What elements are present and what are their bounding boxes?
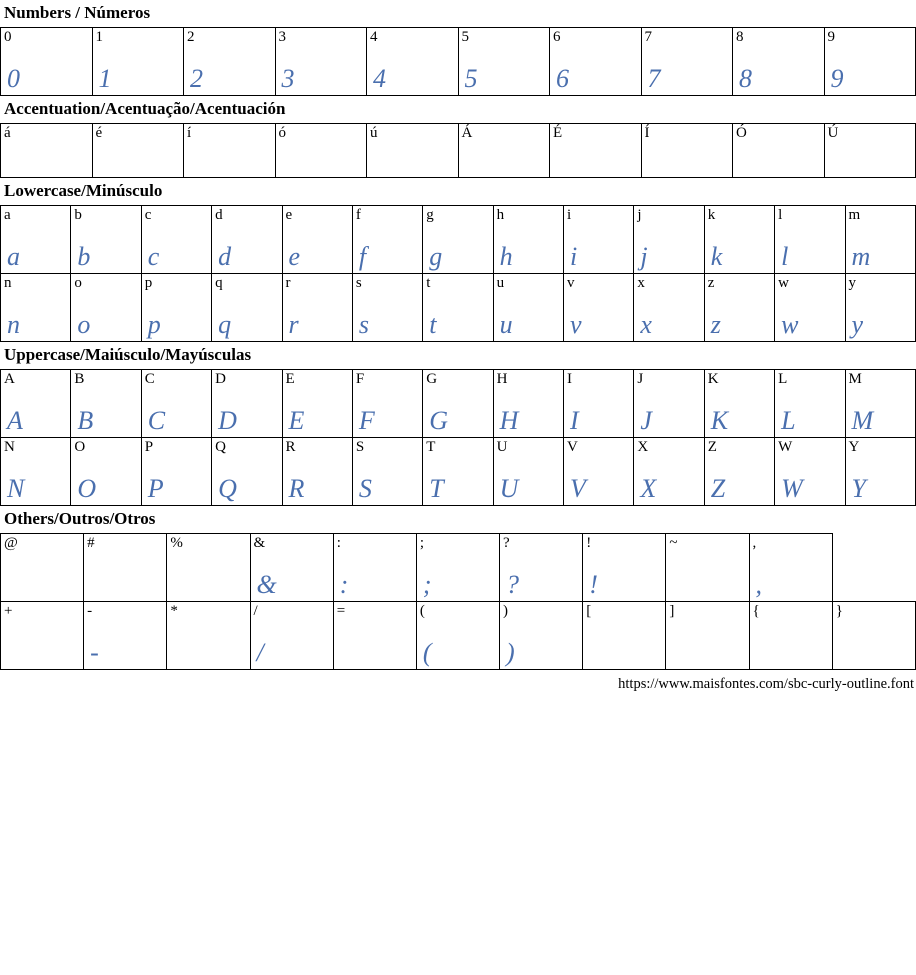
glyph-label: v [567, 275, 575, 291]
glyph-cell[interactable] [583, 602, 666, 670]
glyph-cell[interactable] [423, 206, 493, 274]
glyph-sample: o [77, 310, 91, 339]
glyph-label: V [567, 439, 578, 455]
glyph-cell[interactable] [71, 438, 141, 506]
glyph-label: , [752, 535, 757, 551]
glyph-label: f [355, 207, 361, 223]
glyph-sample: 4 [373, 64, 387, 93]
glyph-cell[interactable] [282, 438, 352, 506]
section-title-uppercase: Uppercase/Maiúsculo/Mayúsculas [4, 345, 252, 364]
glyph-sample: v [570, 310, 583, 339]
glyph-label: r [285, 275, 291, 291]
glyph-cell[interactable] [416, 534, 499, 602]
glyph-sample: b [77, 242, 91, 271]
glyph-sample: 2 [190, 64, 204, 93]
glyph-sample: e [288, 242, 301, 271]
glyph-cell[interactable] [775, 370, 845, 438]
glyph-label: H [496, 371, 508, 387]
glyph-sample: j [640, 242, 649, 271]
glyph-label: i [567, 207, 572, 223]
glyph-sample: h [499, 242, 514, 271]
glyph-sample: - [90, 638, 100, 667]
glyph-sample: k [710, 242, 723, 271]
glyph-cell[interactable] [1, 602, 84, 670]
glyph-label: U [496, 439, 508, 455]
table-row [1, 274, 916, 342]
glyph-cell[interactable] [845, 438, 916, 506]
glyph-table-accentuation [0, 123, 916, 178]
glyph-sample: Z [710, 474, 726, 503]
section-title-accentuation: Accentuation/Acentuação/Acentuación [4, 99, 286, 118]
glyph-label: 0 [4, 29, 12, 45]
glyph-cell[interactable] [666, 602, 749, 670]
glyph-label: X [637, 439, 649, 455]
glyph-cell[interactable] [141, 370, 211, 438]
glyph-label: á [4, 125, 11, 141]
glyph-label: { [752, 603, 760, 619]
glyph-label: c [144, 207, 152, 223]
glyph-cell[interactable] [749, 602, 832, 670]
glyph-label: # [87, 535, 95, 551]
glyph-label: a [4, 207, 11, 223]
glyph-label: Ó [736, 125, 747, 141]
glyph-label: 9 [827, 29, 835, 45]
glyph-cell[interactable] [564, 438, 634, 506]
glyph-label: d [215, 207, 223, 223]
glyph-cell[interactable] [92, 28, 184, 96]
glyph-cell[interactable] [1, 28, 93, 96]
glyph-label: O [74, 439, 86, 455]
glyph-cell[interactable] [564, 274, 634, 342]
glyph-cell[interactable] [564, 370, 634, 438]
glyph-label: A [4, 371, 15, 387]
glyph-cell[interactable] [212, 370, 282, 438]
glyph-label: R [285, 439, 296, 455]
glyph-sample: X [640, 474, 657, 503]
glyph-sample: P [147, 474, 165, 503]
glyph-label: 4 [370, 29, 378, 45]
glyph-label: : [336, 535, 341, 551]
glyph-label: * [170, 603, 178, 619]
glyph-label: 7 [644, 29, 652, 45]
glyph-label: I [567, 371, 572, 387]
glyph-cell[interactable] [92, 124, 184, 178]
table-row [1, 124, 916, 178]
glyph-label: n [4, 275, 12, 291]
glyph-cell[interactable] [583, 534, 666, 602]
glyph-cell[interactable] [212, 206, 282, 274]
glyph-label: b [74, 207, 82, 223]
glyph-cell[interactable] [184, 124, 276, 178]
glyph-cell[interactable] [212, 274, 282, 342]
glyph-sample: J [640, 406, 653, 435]
glyph-sample: a [7, 242, 21, 271]
glyph-label: É [553, 125, 563, 141]
table-row [1, 602, 916, 670]
glyph-table-numbers [0, 27, 916, 96]
glyph-cell[interactable] [423, 438, 493, 506]
glyph-label: s [355, 275, 362, 291]
glyph-label: w [778, 275, 789, 291]
glyph-cell[interactable] [352, 438, 422, 506]
glyph-sample: L [781, 406, 797, 435]
glyph-cell[interactable] [493, 370, 563, 438]
glyph-label: ó [278, 125, 286, 141]
glyph-label: Q [215, 439, 226, 455]
glyph-sample: V [570, 474, 587, 503]
glyph-sample: d [218, 242, 232, 271]
glyph-cell[interactable] [71, 274, 141, 342]
glyph-label: h [496, 207, 505, 223]
glyph-cell[interactable] [641, 124, 733, 178]
glyph-cell[interactable] [212, 438, 282, 506]
glyph-cell[interactable] [1, 274, 71, 342]
glyph-sample: R [288, 474, 305, 503]
glyph-label: j [637, 207, 642, 223]
glyph-label: C [144, 371, 155, 387]
glyph-sample: O [77, 474, 97, 503]
glyph-cell[interactable] [141, 274, 211, 342]
glyph-sample: 7 [647, 64, 661, 93]
glyph-cell[interactable] [634, 206, 704, 274]
glyph-cell[interactable] [824, 28, 916, 96]
glyph-label: e [285, 207, 293, 223]
glyph-cell[interactable] [641, 28, 733, 96]
glyph-cell[interactable] [352, 274, 422, 342]
glyph-cell[interactable] [416, 602, 499, 670]
glyph-sample: E [288, 406, 305, 435]
glyph-sample: / [256, 638, 265, 667]
glyph-label: í [187, 125, 192, 141]
glyph-label: D [215, 371, 226, 387]
glyph-sample: p [147, 310, 162, 339]
glyph-label: T [426, 439, 436, 455]
glyph-cell[interactable] [1, 534, 84, 602]
glyph-sample: n [7, 310, 21, 339]
glyph-cell[interactable] [634, 274, 704, 342]
glyph-cell[interactable] [666, 534, 749, 602]
glyph-cell[interactable] [1, 124, 93, 178]
glyph-cell[interactable] [493, 206, 563, 274]
glyph-sample: Y [851, 474, 867, 503]
glyph-sample: 8 [739, 64, 753, 93]
section-title-others: Others/Outros/Otros [4, 509, 156, 528]
glyph-cell[interactable] [832, 602, 915, 670]
glyph-label: [ [586, 603, 592, 619]
glyph-cell[interactable] [775, 438, 845, 506]
glyph-cell[interactable] [824, 124, 916, 178]
table-row [1, 438, 916, 506]
glyph-sample: 1 [98, 64, 112, 93]
glyph-sample: 5 [464, 64, 478, 93]
glyph-label: ~ [669, 535, 678, 551]
glyph-cell[interactable] [275, 124, 367, 178]
glyph-cell[interactable] [352, 206, 422, 274]
glyph-cell[interactable] [493, 274, 563, 342]
glyph-cell[interactable] [423, 370, 493, 438]
glyph-label: + [4, 603, 13, 619]
glyph-label: é [95, 125, 103, 141]
glyph-label: & [253, 535, 266, 551]
glyph-sample: K [710, 406, 729, 435]
table-row [1, 206, 916, 274]
glyph-label: Í [644, 125, 650, 141]
glyph-sample: q [218, 310, 232, 339]
glyph-cell[interactable] [845, 370, 916, 438]
glyph-label: } [835, 603, 843, 619]
glyph-label: M [848, 371, 862, 387]
glyph-cell[interactable] [704, 370, 774, 438]
glyph-sample: , [755, 570, 763, 599]
glyph-label: ] [669, 603, 675, 619]
glyph-label: E [285, 371, 295, 387]
glyph-sample: u [499, 310, 514, 339]
glyph-cell[interactable] [500, 602, 583, 670]
glyph-label: o [74, 275, 82, 291]
glyph-sample: ; [422, 570, 433, 599]
glyph-sample: ) [506, 638, 516, 667]
glyph-cell[interactable] [1, 206, 71, 274]
glyph-cell[interactable] [71, 370, 141, 438]
glyph-cell[interactable] [704, 438, 774, 506]
glyph-sample: 9 [830, 64, 844, 93]
glyph-sample: x [640, 310, 653, 339]
glyph-sample: Q [218, 474, 238, 503]
glyph-label: k [707, 207, 716, 223]
glyph-label: x [637, 275, 645, 291]
glyph-label: 6 [553, 29, 561, 45]
glyph-cell[interactable] [775, 274, 845, 342]
glyph-label: m [848, 207, 861, 223]
glyph-sample: r [288, 310, 300, 339]
table-row [1, 370, 916, 438]
glyph-label: p [144, 275, 153, 291]
glyph-cell[interactable] [71, 206, 141, 274]
glyph-label: ) [503, 603, 509, 619]
glyph-label: = [336, 603, 346, 619]
glyph-cell[interactable] [141, 438, 211, 506]
glyph-label: K [707, 371, 719, 387]
glyph-label: N [4, 439, 15, 455]
glyph-label: q [215, 275, 223, 291]
glyph-label: Ú [827, 125, 839, 141]
glyph-sample: 0 [7, 64, 21, 93]
table-row [1, 28, 916, 96]
glyph-label: P [144, 439, 154, 455]
glyph-sample: 3 [281, 64, 295, 93]
glyph-sample: T [429, 474, 445, 503]
glyph-sample: ! [589, 570, 599, 599]
glyph-cell[interactable] [550, 28, 642, 96]
glyph-sample: z [710, 310, 722, 339]
glyph-cell[interactable] [733, 28, 825, 96]
glyph-sample: s [358, 310, 370, 339]
glyph-cell[interactable] [282, 370, 352, 438]
glyph-cell[interactable] [250, 534, 333, 602]
glyph-label: 5 [461, 29, 469, 45]
glyph-sample: m [851, 242, 871, 271]
glyph-label: 1 [95, 29, 103, 45]
glyph-sample: g [429, 242, 443, 271]
glyph-label: 3 [278, 29, 286, 45]
section-title-lowercase: Lowercase/Minúsculo [4, 181, 163, 200]
glyph-cell[interactable] [733, 124, 825, 178]
glyph-label: J [637, 371, 644, 387]
glyph-label: S [355, 439, 365, 455]
glyph-cell[interactable] [500, 534, 583, 602]
glyph-label: t [426, 275, 431, 291]
glyph-label: ; [419, 535, 425, 551]
glyph-cell[interactable] [1, 370, 71, 438]
glyph-label: % [170, 535, 183, 551]
glyph-label: G [426, 371, 438, 387]
glyph-cell[interactable] [352, 370, 422, 438]
glyph-sample: A [7, 406, 24, 435]
glyph-sample: ( [422, 638, 433, 667]
glyph-cell[interactable] [282, 206, 352, 274]
glyph-cell[interactable] [634, 438, 704, 506]
glyph-cell[interactable] [704, 274, 774, 342]
glyph-sample: F [358, 406, 376, 435]
glyph-cell[interactable] [423, 274, 493, 342]
glyph-cell[interactable] [184, 28, 276, 96]
glyph-cell[interactable] [845, 274, 916, 342]
glyph-sample: D [218, 406, 238, 435]
glyph-cell[interactable] [634, 370, 704, 438]
glyph-cell[interactable] [493, 438, 563, 506]
glyph-label: F [355, 371, 365, 387]
glyph-label: ú [370, 125, 378, 141]
glyph-label: l [778, 207, 783, 223]
glyph-cell[interactable] [458, 124, 550, 178]
glyph-label: / [253, 603, 258, 619]
glyph-cell[interactable] [84, 534, 167, 602]
glyph-cell[interactable] [275, 28, 367, 96]
glyph-cell[interactable] [458, 28, 550, 96]
glyph-sample: C [147, 406, 166, 435]
glyph-sample: G [429, 406, 449, 435]
glyph-label: z [707, 275, 715, 291]
source-url[interactable]: https://www.maisfontes.com/sbc-curly-outline.font [618, 676, 914, 692]
glyph-cell[interactable] [749, 534, 832, 602]
glyph-cell[interactable] [367, 28, 459, 96]
glyph-label: B [74, 371, 85, 387]
glyph-table-lowercase [0, 205, 916, 342]
glyph-label: - [87, 603, 93, 619]
glyph-sample: & [256, 570, 278, 599]
glyph-sample: i [570, 242, 578, 271]
glyph-sample: y [851, 310, 864, 339]
glyph-sample: 6 [556, 64, 570, 93]
glyph-cell[interactable] [704, 206, 774, 274]
glyph-label: @ [4, 535, 18, 551]
glyph-cell[interactable] [564, 206, 634, 274]
glyph-table-others [0, 533, 916, 670]
glyph-cell[interactable] [141, 206, 211, 274]
glyph-cell[interactable] [550, 124, 642, 178]
glyph-sample: N [7, 474, 25, 503]
glyph-label: y [848, 275, 856, 291]
glyph-cell[interactable] [250, 602, 333, 670]
glyph-cell[interactable] [333, 602, 416, 670]
glyph-label: Á [461, 125, 473, 141]
glyph-sample: : [339, 570, 349, 599]
glyph-sample: M [851, 406, 874, 435]
glyph-cell[interactable] [333, 534, 416, 602]
glyph-cell[interactable] [367, 124, 459, 178]
glyph-label: 8 [736, 29, 744, 45]
glyph-sample: H [499, 406, 519, 435]
glyph-label: Y [848, 439, 860, 455]
glyph-sample: S [358, 474, 373, 503]
glyph-sample: f [358, 242, 367, 271]
glyph-cell[interactable] [1, 438, 71, 506]
glyph-cell[interactable] [775, 206, 845, 274]
glyph-label: g [426, 207, 434, 223]
glyph-label: ! [586, 535, 592, 551]
glyph-cell[interactable] [845, 206, 916, 274]
glyph-sample: t [429, 310, 437, 339]
glyph-sample: l [781, 242, 789, 271]
glyph-label: 2 [187, 29, 195, 45]
glyph-table-uppercase [0, 369, 916, 506]
glyph-sample: U [499, 474, 519, 503]
glyph-cell[interactable] [167, 534, 250, 602]
glyph-label: u [496, 275, 505, 291]
glyph-cell[interactable] [84, 602, 167, 670]
glyph-sample: ? [506, 570, 520, 599]
glyph-label: Z [707, 439, 717, 455]
glyph-sample: I [570, 406, 580, 435]
table-row [1, 534, 916, 602]
glyph-sample: W [781, 474, 804, 503]
glyph-sample: w [781, 310, 799, 339]
glyph-cell[interactable] [282, 274, 352, 342]
glyph-cell[interactable] [167, 602, 250, 670]
section-title-numbers: Numbers / Números [4, 3, 151, 22]
glyph-sample: c [147, 242, 160, 271]
glyph-label: ? [503, 535, 510, 551]
glyph-label: W [778, 439, 793, 455]
glyph-label: L [778, 371, 788, 387]
glyph-sample: B [77, 406, 94, 435]
glyph-label: ( [419, 603, 425, 619]
